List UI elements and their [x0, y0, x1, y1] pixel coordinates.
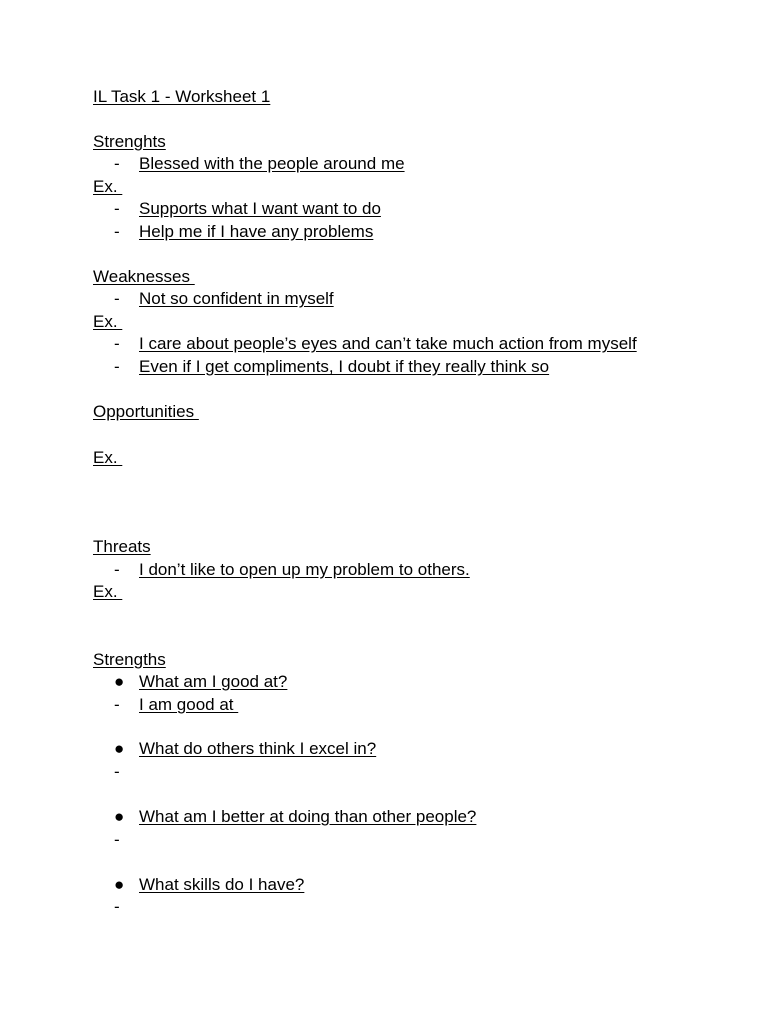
bullet-marker: ●: [114, 672, 125, 691]
answer-line: [114, 694, 238, 716]
threats-heading: Threats: [93, 537, 151, 556]
answer-line: [114, 829, 139, 851]
dash-marker: -: [114, 560, 120, 579]
weaknesses-example: [114, 333, 637, 355]
question-item: [114, 738, 376, 760]
dash-marker: -: [114, 897, 120, 916]
dash-marker: -: [114, 289, 120, 308]
bullet-marker: ●: [114, 807, 125, 826]
question-text: What skills do I have?: [139, 875, 305, 894]
threats-point: [114, 559, 470, 581]
dash-marker: -: [114, 830, 120, 849]
question-text: What am I better at doing than other people?: [139, 807, 477, 826]
threats-point-text: I don’t like to open up my problem to others.: [139, 560, 470, 579]
dash-marker: -: [114, 357, 120, 376]
strengths-example: [114, 198, 381, 220]
opportunities-heading: Opportunities: [93, 402, 199, 421]
weaknesses-point-text: Not so confident in myself: [139, 289, 334, 308]
dash-marker: -: [114, 222, 120, 241]
weaknesses-point: [114, 288, 334, 310]
weaknesses-ex-label: Ex.: [93, 312, 123, 331]
threats-ex-label: Ex.: [93, 582, 123, 601]
dash-marker: -: [114, 762, 120, 781]
bullet-marker: ●: [114, 739, 125, 758]
dash-marker: -: [114, 154, 120, 173]
answer-line: [114, 896, 139, 918]
question-item: [114, 671, 287, 693]
weaknesses-heading: Weaknesses: [93, 267, 195, 286]
weaknesses-example: [114, 356, 549, 378]
question-text: What am I good at?: [139, 672, 288, 691]
strengths-example-text: Help me if I have any problems: [139, 222, 374, 241]
bullet-marker: ●: [114, 875, 125, 894]
strengths-example: [114, 221, 373, 243]
dash-marker: -: [114, 334, 120, 353]
strengths-heading: Strenghts: [93, 132, 166, 151]
question-item: [114, 874, 304, 896]
strengths-example-text: Supports what I want want to do: [139, 199, 381, 218]
strengths-questions-heading: Strengths: [93, 650, 166, 669]
question-text: What do others think I excel in?: [139, 739, 377, 758]
document-title: IL Task 1 - Worksheet 1: [93, 87, 271, 106]
answer-line: [114, 761, 139, 783]
dash-marker: -: [114, 199, 120, 218]
strengths-point: [114, 153, 405, 175]
strengths-ex-label: Ex.: [93, 177, 123, 196]
answer-text: I am good at: [139, 695, 239, 714]
weaknesses-example-text: I care about people’s eyes and can’t take much action from myself: [139, 334, 637, 353]
weaknesses-example-text: Even if I get compliments, I doubt if they really think so: [139, 357, 550, 376]
question-item: [114, 806, 476, 828]
strengths-point-text: Blessed with the people around me: [139, 154, 405, 173]
dash-marker: -: [114, 695, 120, 714]
opportunities-ex-label: Ex.: [93, 448, 123, 467]
